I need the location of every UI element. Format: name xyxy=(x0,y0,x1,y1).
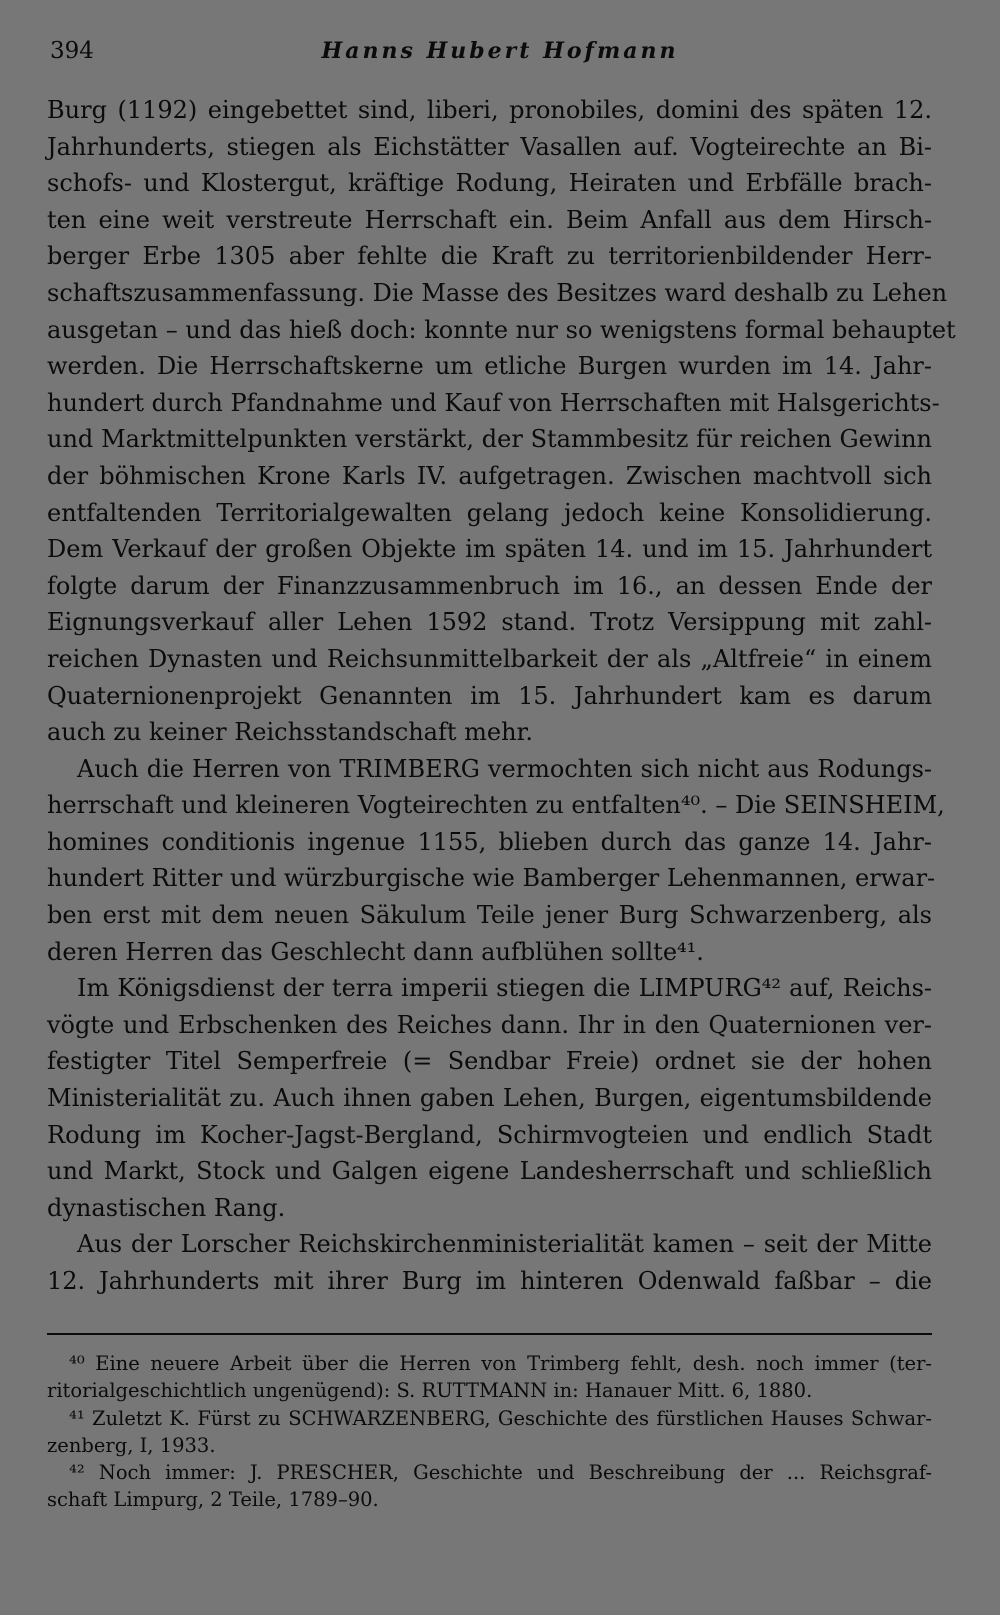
text-line: reichen Dynasten und Reichsunmittelbarkeit der als „Altfreie“ in einem xyxy=(47,644,932,673)
text-line: Dem Verkauf der großen Objekte im späten 14. und im 15. Jahrhundert xyxy=(47,535,932,564)
text-line: hundert Ritter und würzburgische wie Bamberger Lehenmannen, erwar- xyxy=(47,864,936,893)
text-line: homines conditionis ingenue 1155, blieben durch das ganze 14. Jahr- xyxy=(47,827,932,856)
text-line: herrschaft und kleineren Vogteirechten zu entfalten⁴⁰. – Die SEINSHEIM, xyxy=(47,791,945,820)
text-line: Burg (1192) eingebettet sind, liberi, pronobiles, domini des späten 12. xyxy=(47,96,932,124)
text-line: Quaternionenprojekt Genannten im 15. Jahrhundert kam es darum xyxy=(47,681,932,710)
footnote-line: ⁴² Noch immer: J. PRESCHER, Geschichte und Beschreibung der ... Reichsgraf- xyxy=(69,1461,932,1485)
text-line: hundert durch Pfandnahme und Kauf von Herrschaften mit Halsgerichts- xyxy=(47,388,940,417)
text-line: und Marktmittelpunkten verstärkt, der Stammbesitz für reichen Gewinn xyxy=(47,425,932,454)
text-line: schofs- und Klostergut, kräftige Rodung, Heiraten und Erbfälle brach- xyxy=(47,169,932,198)
text-line: 12. Jahrhunderts mit ihrer Burg im hinteren Odenwald faßbar – die xyxy=(47,1267,932,1295)
footnote-line: ritorialgeschichtlich ungenügend): S. RUTTMANN in: Hanauer Mitt. 6, 1880. xyxy=(47,1379,813,1403)
body-text xyxy=(47,92,956,1300)
footnote-line: ⁴⁰ Eine neuere Arbeit über die Herren von Trimberg fehlt, desh. noch immer (ter- xyxy=(69,1352,932,1375)
footnote-line: schaft Limpurg, 2 Teile, 1789–90. xyxy=(47,1488,379,1512)
text-line: folgte darum der Finanzzusammenbruch im 16., an dessen Ende der xyxy=(47,571,932,600)
text-line: vögte und Erbschenken des Reiches dann. Ihr in den Quaternionen ver- xyxy=(47,1010,932,1039)
footnotes xyxy=(47,1350,932,1514)
text-line: auch zu keiner Reichsstandschaft mehr. xyxy=(47,718,534,747)
text-line: Eignungsverkauf aller Lehen 1592 stand. Trotz Versippung mit zahl- xyxy=(47,608,932,637)
text-line: entfaltenden Territorialgewalten gelang jedoch keine Konsolidierung. xyxy=(47,498,932,527)
footnote-divider xyxy=(47,1333,932,1335)
text-line: Aus der Lorscher Reichskirchenministerialität kamen – seit der Mitte xyxy=(77,1230,932,1259)
text-line: ben erst mit dem neuen Säkulum Teile jener Burg Schwarzenberg, als xyxy=(47,901,932,930)
text-line: schaftszusammenfassung. Die Masse des Besitzes ward deshalb zu Lehen xyxy=(47,278,948,307)
text-line: dynastischen Rang. xyxy=(47,1193,286,1222)
running-head: Hanns Hubert Hofmann xyxy=(321,38,679,64)
text-line: und Markt, Stock und Galgen eigene Landesherrschaft und schließlich xyxy=(47,1157,932,1186)
text-line: Jahrhunderts, stiegen als Eichstätter Vasallen auf. Vogteirechte an Bi- xyxy=(47,132,932,161)
text-line: werden. Die Herrschaftskerne um etliche Burgen wurden im 14. Jahr- xyxy=(47,352,932,381)
text-line: Ministerialität zu. Auch ihnen gaben Lehen, Burgen, eigentumsbildende xyxy=(47,1084,932,1113)
footnote-line: zenberg, I, 1933. xyxy=(47,1433,216,1457)
text-line: Im Königsdienst der terra imperii stiegen die LIMPURG⁴² auf, Reichs- xyxy=(77,974,932,1003)
text-line: festigter Titel Semperfreie (= Sendbar Freie) ordnet sie der hohen xyxy=(47,1047,932,1076)
text-line: der böhmischen Krone Karls IV. aufgetragen. Zwischen machtvoll sich xyxy=(47,461,932,490)
text-line: berger Erbe 1305 aber fehlte die Kraft zu territorienbildender Herr- xyxy=(47,242,932,271)
text-line: Rodung im Kocher-Jagst-Bergland, Schirmvogteien und endlich Stadt xyxy=(47,1120,932,1149)
text-line: deren Herren das Geschlecht dann aufblühen sollte⁴¹. xyxy=(47,937,704,966)
text-line: ten eine weit verstreute Herrschaft ein. Beim Anfall aus dem Hirsch- xyxy=(47,205,932,234)
text-line: ausgetan – und das hieß doch: konnte nur so wenigstens formal behauptet xyxy=(47,315,956,344)
footnote-line: ⁴¹ Zuletzt K. Fürst zu SCHWARZENBERG, Geschichte des fürstlichen Hauses Schwar- xyxy=(69,1406,932,1430)
page-number: 394 xyxy=(50,38,94,64)
text-line: Auch die Herren von TRIMBERG vermochten sich nicht aus Rodungs- xyxy=(77,754,932,783)
